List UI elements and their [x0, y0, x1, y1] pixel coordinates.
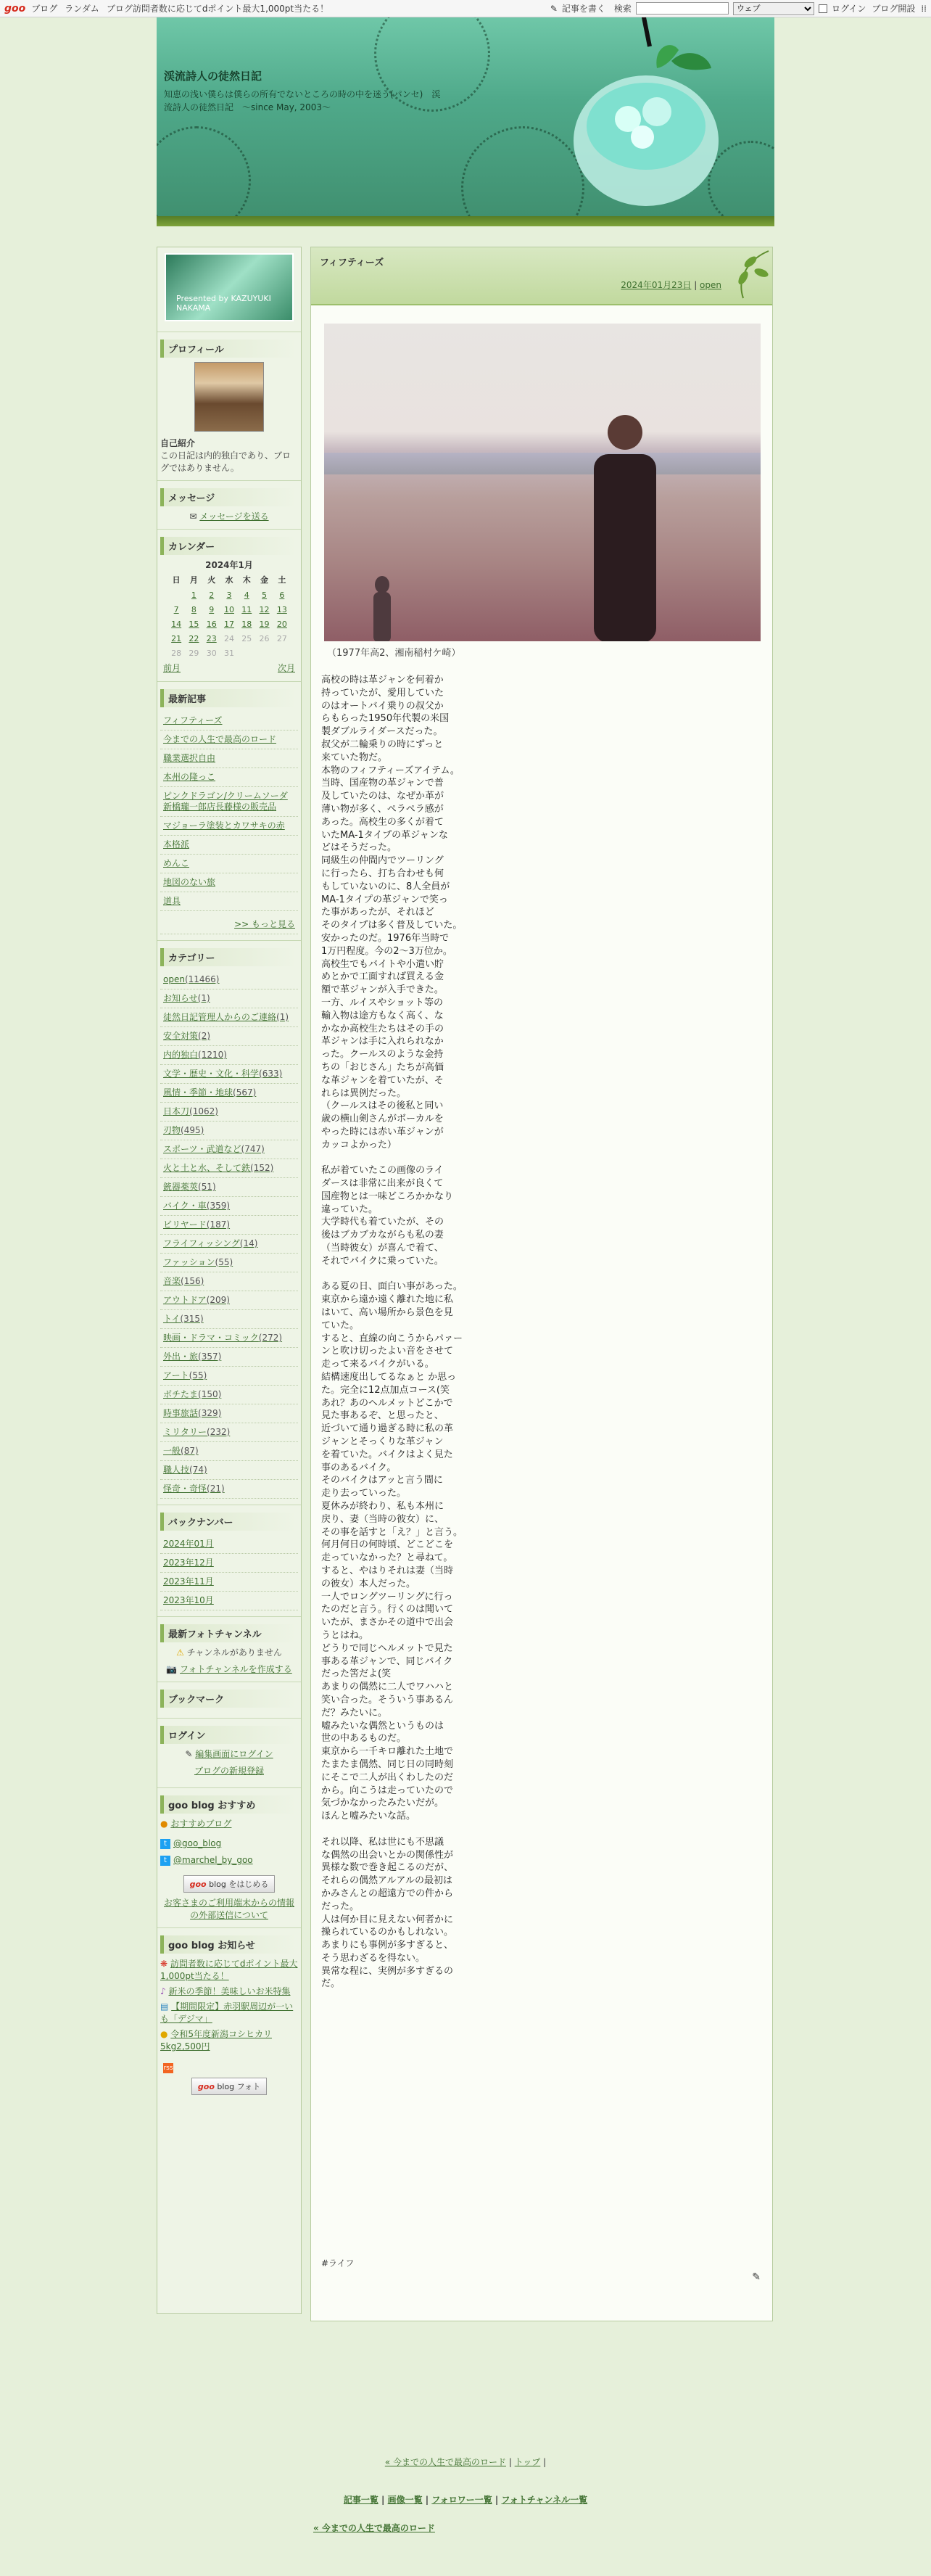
login-widget	[157, 1719, 301, 1788]
backnumber-link[interactable]: 2023年10月	[160, 1592, 298, 1610]
photo-channel-widget	[157, 1617, 301, 1682]
category-item[interactable]	[160, 989, 298, 1008]
calendar-day-link[interactable]: 5	[262, 590, 268, 600]
category-name: 職人技	[163, 1465, 190, 1475]
calendar-day-link[interactable]: 21	[171, 633, 182, 643]
recent-article-link[interactable]: マジョーラ塗装とカワサキの赤	[160, 817, 298, 836]
prev-entry-link[interactable]: « 今までの人生で最高のロード	[384, 2457, 506, 2467]
search-input[interactable]	[636, 2, 729, 15]
category-item[interactable]	[160, 1348, 298, 1367]
calendar-day-link[interactable]: 12	[259, 604, 270, 614]
category-name: アート	[163, 1370, 189, 1380]
calendar-day	[203, 617, 220, 631]
bookmark-widget	[157, 1682, 301, 1719]
calendar-day	[255, 588, 273, 602]
edit-login-link[interactable]: 編集画面にログイン	[195, 1749, 273, 1759]
backnumber-link[interactable]: 2023年11月	[160, 1573, 298, 1592]
category-count: (1210)	[198, 1050, 227, 1060]
backnumber-widget	[157, 1505, 301, 1617]
calendar-day	[185, 617, 202, 631]
category-count: (156)	[181, 1276, 204, 1286]
category-count: (187)	[206, 1219, 231, 1230]
calendar-day	[273, 588, 291, 602]
entry-tag[interactable]: #ライフ	[321, 2258, 355, 2268]
photo-channel-heading: 最新フォトチャンネル	[160, 1624, 298, 1642]
category-item[interactable]	[160, 1254, 298, 1272]
entry-category-link[interactable]: open	[700, 280, 721, 290]
category-item[interactable]	[160, 1310, 298, 1329]
note-icon: ♪	[160, 1986, 166, 1996]
goo-logo[interactable]: goo	[4, 2, 26, 15]
entry-body: 高校の時は革ジャンを何着か 持っていたが、愛用していた のはオートバイ乗りの叔父か らもらった1950年代製の米国 製ダブルライダースだった。 叔父が二輪乗りの時にずっと 来ていた物だ。 本物のフィフティーズアイテム。 当時、国産物の革ジャンで普 及していたのは、なぜか革が 薄い物が多く、ペラペラ感が あった。高校生の多くが着て いたMA-1タイプの革ジャンな どはそうだった。 同級生の仲間内でツーリング に行ったら、打ち合わせも何 もしていないのに、8人全員が MA-1タイプの革ジャンで笑っ た事があったが、それほど そのタイプは多く普及していた。 安かったのだ。1976年当時で 1万円程度。今の2～3万位か。 高校生でもバイトや小遣い貯 めとかで工面すれば買える金 額で革ジャンが入手できた。 一方、ルイスやショット等の 輸入物は途方もなく高く、な かなか高校生たちはその手の 革ジャンは手に入れられなか った。クールスのような金持 ちの「おじさん」たちが高価 な革ジャンを着ていたが、そ れらは異例だった。 （クールスはその後私と同い 歳の横山剣さんがボーカルを やった時には赤い革ジャンが カッコよかった） 私が着ていたこの画像のライ ダースは非常に出来が良くて 国産物とは一味どころかかなり 違っていた。 大学時代も着ていたが、その 後はブカブカながらも私の妻 （当時彼女）が喜んで着て、 それでバイクに乗っていた。 ある夏の日、面白い事があった。 東京から遠か遠く離れた地に私 はいて、高い場所から景色を見 ていた。 すると、直線の向こうからパァー ンと吹け切ったよい音をさせて 走って来るバイクがいる。 結構速度出してるなぁと か思っ た。完全に12点加点コース(笑 あれ？あのヘルメットどこかで 見た事あるぞ、と思ったと、 近づいて通り過ぎる時に私の革 ジャンとそっくりな革ジャン を着ていた。バイクはよく見た 事のあるバイク。 そのバイクはアッと言う間に 走り去っていった。 夏休みが終わり、私も本州に 戻り、妻（当時の彼女）に、 その事を話すと「え？」と言う。 何月何日の何時頃、どこどこを 走っていなかった？と尋ねて。 すると、やはりそれは妻（当時 の彼女）本人だった。 一人でロングツーリングに行っ たのだと言う。行くのは聞いて いたが、まさかその道中で出会 うとはね。 どうりで同じヘルメットで見た 事ある革ジャンで、同じバイク だった筈だよ(笑 あまりの偶然に二人でワハハと 笑い合った。そういう事あるん だ？みたいに。 嘘みたいな偶然というものは 世の中あるものだ。 東京から一千キロ離れた土地で たまたま偶然、同じ日の同時刻 にそこで二人が出くわしたのだ から。向こうは走っていたので 気づかなかったみたいだが。 ほんと嘘みたいな話。 それ以降、私は世にも不思議 な偶然の出会いとかの関係性が 異様な数で巻き起こるのだが、 それらの偶然アルアルの最初は かみさんとの超遠方での件から だった。 人は何か目に見えない何者かに 操られているのかもしれない。 あまりにも事例が多すぎると、 そう思わざるを得ない。 異常な程に、実例が多すぎるの だ。	[321, 675, 463, 1990]
category-name: アウトドア	[163, 1295, 207, 1305]
recent-article-link[interactable]: ピンクドラゴン/クリームソーダ新橋瓏一郎店長藤様の販売品	[160, 787, 298, 817]
calendar-day	[220, 588, 238, 602]
recent-article-link[interactable]: 職業選択自由	[160, 749, 298, 768]
lace-ornament	[157, 126, 251, 226]
category-name: ビリヤード	[163, 1219, 207, 1230]
photo-channel-list-link[interactable]: フォトチャンネル一覧	[501, 2495, 588, 2505]
category-name: 安全対策	[163, 1031, 199, 1041]
calendar-day	[167, 631, 185, 646]
category-count: (315)	[180, 1314, 204, 1324]
category-name: 時事旅話	[163, 1408, 199, 1418]
photo-shadow	[368, 570, 397, 641]
category-name: 映画・ドラマ・コミック	[163, 1333, 259, 1343]
send-message-link[interactable]: メッセージを送る	[199, 511, 269, 522]
category-name: フライフィッシング	[163, 1238, 240, 1248]
login-icon	[819, 4, 827, 13]
footer-links-row: 記事一覧 | 画像一覧 | フォロワー一覧 | フォトチャンネル一覧	[343, 2495, 588, 2505]
calendar-day-link[interactable]: 18	[241, 619, 252, 629]
category-count: (150)	[198, 1389, 222, 1399]
calendar-day-link[interactable]: 23	[206, 633, 217, 643]
blog-title[interactable]: 渓流詩人の徒然日記	[164, 70, 262, 83]
warning-icon: ⚠	[176, 1647, 184, 1658]
category-item[interactable]	[160, 1442, 298, 1461]
category-name: ボチたま	[163, 1389, 199, 1399]
top-link[interactable]: トップ	[514, 2457, 541, 2467]
category-item[interactable]	[160, 1272, 298, 1291]
category-item[interactable]	[160, 1008, 298, 1027]
calendar-day	[273, 617, 291, 631]
calendar-day-link[interactable]: 22	[189, 633, 199, 643]
recent-article-link[interactable]: 本州の隆っこ	[160, 768, 298, 787]
category-item[interactable]	[160, 1404, 298, 1423]
calendar-day	[203, 631, 220, 646]
calendar-day	[255, 646, 273, 660]
sidebar-banner-image	[165, 253, 294, 321]
calendar-day	[238, 602, 255, 617]
calendar-day: 25	[241, 633, 252, 643]
blog-header	[157, 17, 774, 226]
calendar-table	[167, 572, 291, 660]
calendar-day-link[interactable]: 3	[226, 590, 232, 600]
category-item[interactable]	[160, 1140, 298, 1159]
footer-prev-row	[313, 2522, 435, 2534]
category-name: 文学・歴史・文化・科学	[163, 1069, 260, 1079]
recent-heading: 最新記事	[160, 689, 298, 707]
weekday: 火	[207, 575, 216, 585]
blog-description: 知恵の浅い僕らは僕らの所有でないところの時の中を迷う(パンセ) 渓流詩人の徒然日記 ～since May, 2003～	[164, 89, 441, 112]
recent-articles-widget	[157, 682, 301, 941]
calendar-day-link[interactable]: 9	[209, 604, 215, 614]
calendar-day-link[interactable]: 17	[223, 619, 234, 629]
category-item[interactable]	[160, 1178, 298, 1197]
calendar-day-link[interactable]: 7	[173, 604, 179, 614]
calendar-day	[273, 646, 291, 660]
category-name: ミリタリー	[163, 1427, 207, 1437]
photo-caption: （1977年高2、湘南稲村ケ崎）	[327, 648, 461, 659]
message-widget	[157, 481, 301, 530]
calendar-day	[220, 617, 238, 631]
news-widget	[157, 1928, 301, 2105]
backnumber-link[interactable]: 2023年12月	[160, 1554, 298, 1573]
category-count: (11466)	[184, 974, 220, 984]
category-name: 銃器薬莢	[163, 1182, 199, 1192]
recommend-blog-link[interactable]: おすすめブログ	[170, 1819, 232, 1829]
news-link[interactable]: 【期間限定】赤羽駅周辺が一いも「デジマ」	[160, 2001, 294, 2024]
no-channel-text: チャンネルがありません	[186, 1647, 282, 1658]
category-count: (209)	[206, 1295, 230, 1305]
category-item[interactable]	[160, 1084, 298, 1103]
category-item[interactable]	[160, 1046, 298, 1065]
category-count: (567)	[233, 1087, 257, 1098]
category-item[interactable]	[160, 1386, 298, 1404]
calendar-day: 28	[171, 648, 182, 658]
calendar-day-link[interactable]: 6	[279, 590, 285, 600]
topbar-link-blog[interactable]: ブログ	[31, 4, 58, 14]
recent-article-link[interactable]: 道具	[160, 892, 298, 911]
calendar-widget	[157, 530, 301, 682]
entry-title: フィフティーズ	[320, 258, 384, 268]
news-link[interactable]: 訪問者数に応じてdポイント最大1,000pt当たる！	[160, 1959, 298, 1981]
calendar-day-link[interactable]: 13	[276, 604, 287, 614]
calendar-day-link[interactable]: 4	[244, 590, 249, 600]
category-item[interactable]	[160, 1216, 298, 1235]
calendar-day-link[interactable]: 2	[209, 590, 215, 600]
profile-heading: プロフィール	[160, 340, 298, 358]
recent-article-link[interactable]: 本格派	[160, 836, 298, 855]
category-name: 刃物	[163, 1125, 181, 1135]
follower-list-link[interactable]: フォロワー一覧	[431, 2495, 492, 2505]
calendar-day	[220, 602, 238, 617]
category-item[interactable]	[160, 1291, 298, 1310]
calendar-day	[167, 617, 185, 631]
weekday: 土	[278, 575, 286, 585]
category-heading: カテゴリー	[160, 948, 298, 966]
category-name: ファッション	[163, 1257, 215, 1267]
rss-icon[interactable]: rss	[163, 2065, 173, 2072]
category-item[interactable]	[160, 1027, 298, 1046]
calendar-day	[185, 588, 202, 602]
category-count: (359)	[206, 1201, 231, 1211]
edit-pencil-icon[interactable]: ✎	[752, 2271, 761, 2283]
article-list-link[interactable]: 記事一覧	[343, 2495, 378, 2505]
category-name: 一般	[163, 1446, 181, 1456]
entry-date-link[interactable]: 2024年01月23日	[621, 280, 692, 290]
twitter-goo-blog-link[interactable]: @goo_blog	[173, 1838, 222, 1848]
top-navigation-bar	[0, 0, 931, 17]
calendar-day: 26	[259, 633, 270, 643]
calendar-prev-month[interactable]: 前月	[163, 663, 181, 673]
category-count: (74)	[189, 1465, 207, 1475]
recent-article-link[interactable]: フィフティーズ	[160, 712, 298, 731]
signup-link[interactable]: ブログ開設	[872, 4, 916, 14]
category-item[interactable]	[160, 1235, 298, 1254]
search-label: 検索	[613, 4, 632, 14]
calendar-day: 24	[223, 633, 234, 643]
backnumber-heading: バックナンバー	[160, 1513, 298, 1531]
profile-widget	[157, 332, 301, 481]
category-item[interactable]	[160, 1159, 298, 1178]
news-link[interactable]: 新米の季節！美味しいお米特集	[168, 1986, 291, 1996]
calendar-next-month[interactable]: 次月	[277, 663, 295, 673]
category-count: (232)	[207, 1427, 231, 1437]
weekday: 木	[242, 575, 251, 585]
recommend-widget	[157, 1788, 301, 1928]
search-scope-select[interactable]	[733, 2, 814, 15]
blog-photo-label: blog フォト	[217, 2082, 261, 2091]
topbar-link-random[interactable]: ランダム	[65, 4, 99, 14]
calendar-day	[255, 602, 273, 617]
weekday: 水	[225, 575, 233, 585]
recommend-icon: ●	[160, 1819, 168, 1829]
calendar-day-link[interactable]: 15	[189, 619, 199, 629]
news-heading: goo blog お知らせ	[160, 1935, 298, 1954]
grid-icon[interactable]: ⁞⁞	[921, 3, 927, 14]
bookmark-heading: ブックマーク	[160, 1690, 298, 1708]
profile-intro-text: この日記は内的独白であり、ブログではありません。	[160, 450, 291, 473]
recent-article-link[interactable]: 地図のない旅	[160, 873, 298, 892]
category-name: 徒然日記管理人からのご連絡	[163, 1012, 277, 1022]
footer-nav-row: « 今までの人生で最高のロード | トップ |	[384, 2457, 547, 2467]
gift-icon: ❋	[160, 1959, 168, 1969]
calendar-day-link[interactable]: 19	[259, 619, 270, 629]
category-item[interactable]	[160, 1461, 298, 1480]
category-item[interactable]	[160, 1122, 298, 1140]
category-item[interactable]	[160, 1103, 298, 1122]
prev-entry-link-bottom[interactable]: « 今までの人生で最高のロード	[313, 2523, 435, 2533]
category-name: 音楽	[163, 1276, 181, 1286]
blog-photo-button[interactable]: goo blog フォト	[191, 2078, 267, 2095]
category-item[interactable]	[160, 1197, 298, 1216]
calendar-day	[203, 602, 220, 617]
recent-article-link[interactable]: めんこ	[160, 855, 298, 873]
cream-soda-glass-image	[563, 17, 729, 213]
calendar-day	[185, 602, 202, 617]
category-name: スポーツ・武道など	[163, 1144, 241, 1154]
start-blog-label: blog をはじめる	[209, 1880, 269, 1889]
category-count: (14)	[239, 1238, 258, 1248]
category-count: (51)	[198, 1182, 216, 1192]
category-count: (633)	[259, 1069, 283, 1079]
header-band	[157, 216, 774, 226]
calendar-month: 2024年1月	[205, 560, 253, 570]
recent-more-link[interactable]: >> もっと見る	[160, 915, 298, 934]
weekday: 日	[172, 575, 181, 585]
category-item[interactable]	[160, 1329, 298, 1348]
category-name: 日本刀	[163, 1106, 190, 1116]
recommend-heading: goo blog おすすめ	[160, 1795, 298, 1814]
pencil-icon: ✎	[185, 1749, 193, 1759]
new-register-link[interactable]: ブログの新規登録	[194, 1766, 264, 1776]
category-count: (21)	[207, 1484, 225, 1494]
category-item[interactable]	[160, 971, 298, 989]
category-name: お知らせ	[163, 993, 198, 1003]
category-item[interactable]	[160, 1480, 298, 1499]
calendar-day-link[interactable]: 1	[191, 590, 196, 600]
banner-caption: Presented by KAZUYUKI NAKAMA	[176, 294, 271, 313]
category-name: 内的独白	[163, 1050, 199, 1060]
category-count: (2)	[198, 1031, 211, 1041]
create-photo-channel-link[interactable]: フォトチャンネルを作成する	[180, 1664, 292, 1674]
profile-avatar	[194, 362, 264, 432]
message-heading: メッセージ	[160, 488, 298, 506]
twitter-icon: t	[160, 1839, 170, 1849]
category-count: (1)	[276, 1012, 289, 1022]
pencil-icon: ✎	[550, 3, 558, 14]
category-count: (87)	[181, 1446, 199, 1456]
login-heading: ログイン	[160, 1726, 298, 1744]
calendar-day	[238, 617, 255, 631]
envelope-icon: ✉	[189, 511, 197, 522]
category-count: (272)	[258, 1333, 283, 1343]
calendar-day-link[interactable]: 14	[171, 619, 182, 629]
start-blog-button[interactable]: goo blog をはじめる	[183, 1875, 276, 1893]
category-count: (1062)	[189, 1106, 218, 1116]
calendar-day	[238, 588, 255, 602]
topbar-link-campaign[interactable]: ブログ訪問者数に応じてdポイント最大1,000pt当たる！	[106, 4, 329, 14]
coin-icon: ●	[160, 2029, 168, 2039]
entry-meta: 2024年01月23日 | open	[621, 280, 721, 290]
category-item[interactable]	[160, 1367, 298, 1386]
calendar-day	[255, 617, 273, 631]
image-list-link[interactable]: 画像一覧	[387, 2495, 423, 2505]
write-article-link[interactable]: 記事を書く	[561, 4, 605, 14]
category-name: 風情・季節・地球	[163, 1087, 233, 1098]
category-count: (152)	[250, 1163, 274, 1173]
category-name: バイク・車	[163, 1201, 207, 1211]
calendar-day: 27	[276, 633, 287, 643]
category-count: (329)	[198, 1408, 222, 1418]
photo-person	[585, 403, 665, 641]
category-count: (357)	[198, 1351, 222, 1362]
twitter-icon: t	[160, 1856, 170, 1866]
sidebar	[157, 247, 302, 2314]
external-transmission-link[interactable]: お客さまのご利用端末からの情報の外部送信について	[163, 1898, 294, 1920]
twitter-marchel-link[interactable]: @marchel_by_goo	[173, 1855, 253, 1865]
category-count: (55)	[215, 1257, 233, 1267]
category-item[interactable]	[160, 1423, 298, 1442]
category-name: 怪奇・奇怪	[163, 1484, 207, 1494]
calendar-day: 29	[189, 648, 199, 658]
calendar-day: 30	[206, 648, 217, 658]
calendar-day-link[interactable]: 11	[241, 604, 252, 614]
login-link[interactable]: ログイン	[831, 4, 866, 14]
category-name: 火と土と水、そして鉄	[163, 1163, 251, 1173]
recent-article-link[interactable]: 今までの人生で最高のロード	[160, 731, 298, 749]
calendar-day	[167, 588, 185, 602]
calendar-day-link[interactable]: 10	[223, 604, 234, 614]
calendar-day	[273, 602, 291, 617]
category-name: 外出・旅	[163, 1351, 199, 1362]
category-count: (495)	[181, 1125, 204, 1135]
calendar-day	[185, 631, 202, 646]
sidebar-banner-widget	[157, 247, 301, 332]
profile-intro-label: 自己紹介	[160, 438, 196, 448]
weekday: 月	[189, 575, 198, 585]
calendar-heading: カレンダー	[160, 537, 298, 555]
news-link[interactable]: 令和5年度新潟コシヒカリ5kg2,500円	[160, 2029, 272, 2052]
leaf-ornament-icon	[721, 247, 772, 305]
backnumber-link[interactable]: 2024年01月	[160, 1535, 298, 1554]
note-icon: ▤	[160, 2001, 169, 2012]
category-count: (55)	[189, 1370, 207, 1380]
camera-icon: 📷	[166, 1664, 178, 1674]
category-count: (747)	[241, 1144, 265, 1154]
category-name: トイ	[163, 1314, 181, 1324]
entry-photo[interactable]	[324, 324, 761, 641]
category-item[interactable]	[160, 1065, 298, 1084]
weekday: 金	[260, 575, 269, 585]
photo-sea	[324, 453, 761, 474]
calendar-day-link[interactable]: 16	[206, 619, 217, 629]
entry-title-bar	[311, 247, 772, 305]
calendar-day-link[interactable]: 20	[276, 619, 287, 629]
category-widget	[157, 941, 301, 1505]
calendar-day	[238, 646, 255, 660]
category-count: (1)	[197, 993, 210, 1003]
calendar-day: 31	[223, 648, 234, 658]
calendar-day	[167, 602, 185, 617]
calendar-day	[203, 588, 220, 602]
category-name: open	[163, 974, 185, 984]
calendar-day-link[interactable]: 8	[191, 604, 196, 614]
entry-panel	[310, 247, 773, 2321]
